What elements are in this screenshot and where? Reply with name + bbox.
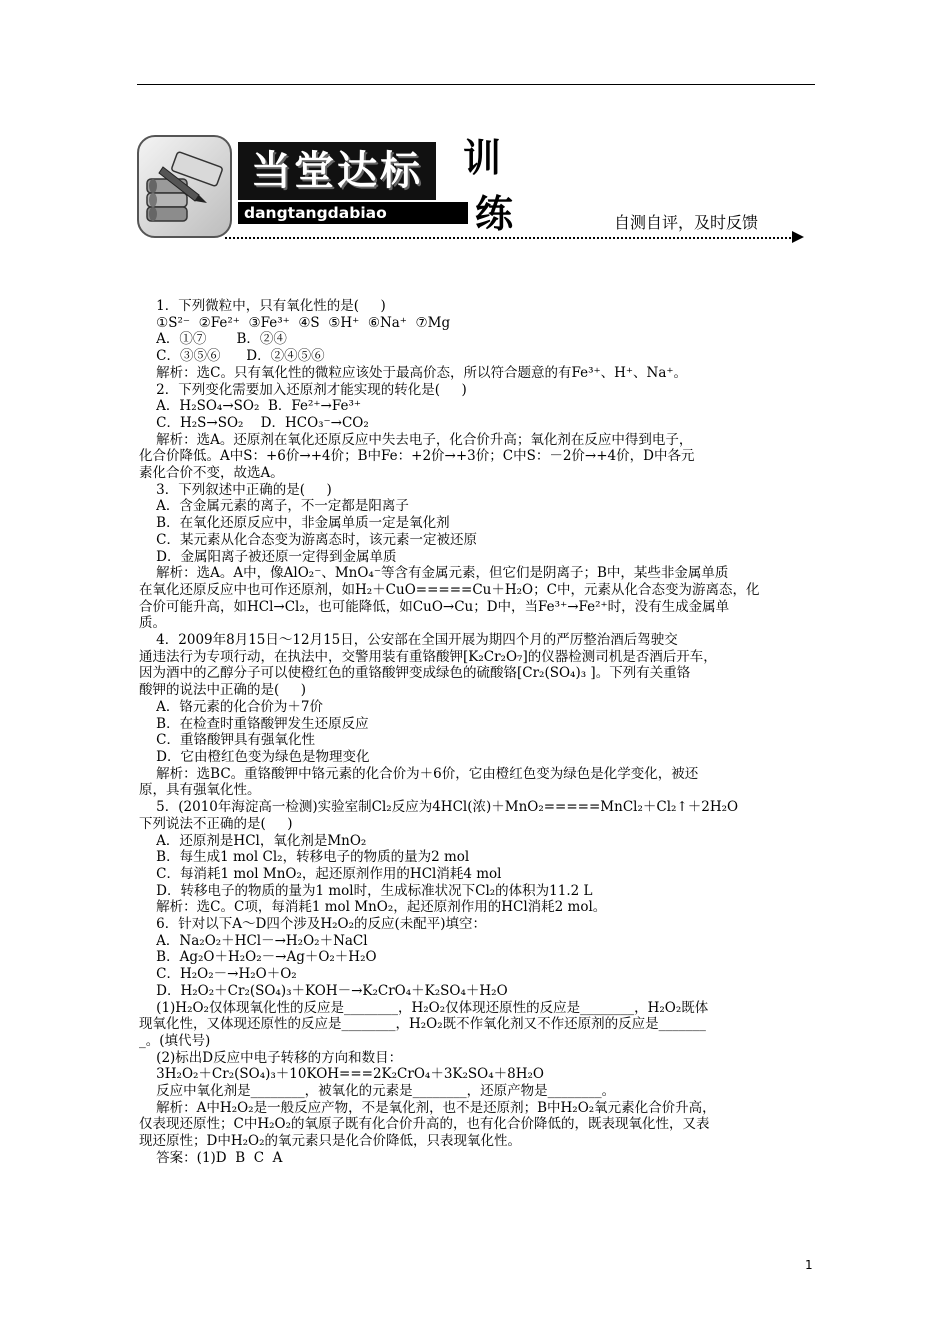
text-line: C．每消耗1 mol MnO₂，起还原剂作用的HCl消耗4 mol (139, 865, 502, 882)
banner-title: 当堂达标 (251, 148, 423, 194)
text-line: 答案：(1)D B C A (139, 1149, 283, 1166)
top-rule (137, 84, 815, 85)
text-line: 1．下列微粒中，只有氧化性的是( ) (139, 298, 386, 314)
text-line: 解析：选A。还原剂在氧化还原反应中失去电子，化合价升高；氧化剂在反应中得到电子， (139, 431, 693, 448)
text-line: D．它由橙红色变为绿色是物理变化 (139, 748, 370, 765)
text-line: 仅表现还原性；C中H₂O₂的氧原子既有化合价升高的，也有化合价降低的，既表现氧化性，又表 (139, 1116, 710, 1133)
text-line: A．H₂SO₄→SO₂ B．Fe²⁺→Fe³⁺ (139, 398, 361, 415)
text-line: 在氧化还原反应中也可作还原剂，如H₂＋CuO=====Cu＋H₂O；C中，元素从化合态变为游离态，化 (139, 581, 760, 598)
page-number: 1 (805, 1258, 813, 1272)
text-line: 6．针对以下A～D四个涉及H₂O₂的反应(未配平)填空： (139, 916, 487, 933)
text-line: 解析：选BC。重铬酸钾中铬元素的化合价为＋6价，它由橙红色变为绿色是化学变化，被还 (139, 765, 699, 782)
slogan-dotted-line (225, 237, 795, 239)
text-line: (1)H₂O₂仅体现氧化性的反应是________，H₂O₂仅体现还原性的反应是________，H₂O₂既体 (139, 999, 709, 1016)
text-line: 解析：A中H₂O₂是一般反应产物，不是氧化剂，也不是还原剂；B中H₂O₂氧元素化合价升高， (139, 1099, 716, 1116)
text-line: C．某元素从化合态变为游离态时，该元素一定被还原 (139, 531, 478, 548)
text-line: 通违法行为专项行动，在执法中，交警用装有重铬酸钾[K₂Cr₂O₇]的仪器检测司机是否酒后开车， (139, 648, 717, 665)
text-line: D．H₂O₂＋Cr₂(SO₄)₃＋KOH－→K₂CrO₄＋K₂SO₄＋H₂O (139, 982, 508, 999)
text-line: A．Na₂O₂＋HCl－→H₂O₂＋NaCl (139, 932, 368, 949)
text-line: C．H₂S→SO₂ D．HCO₃⁻→CO₂ (139, 414, 369, 431)
text-line: B．每生成1 mol Cl₂，转移电子的物质的量为2 mol (139, 849, 470, 866)
text-line: D．转移电子的物质的量为1 mol时，生成标准状况下Cl₂的体积为11.2 L (139, 882, 593, 899)
text-line: 反应中氧化剂是________，被氧化的元素是________，还原产物是________。 (139, 1083, 616, 1100)
text-line: 解析：选C。只有氧化性的微粒应该处于最高价态，所以符合题意的有Fe³⁺、H⁺、Na⁺。 (139, 364, 688, 381)
text-line: A．含金属元素的离子，不一定都是阳离子 (139, 498, 409, 515)
text-line: 化合价降低。A中S：+6价→+4价；B中Fe：+2价→+3价；C中S：－2价→+4价，D中各元 (139, 448, 695, 465)
text-line: 解析：选A。A中，像AlO₂⁻、MnO₄⁻等含有金属元素，但它们是阴离子；B中，某些非金属单质 (139, 565, 729, 582)
text-line: C．③⑤⑥ D．②④⑤⑥ (139, 348, 325, 365)
text-line: 3H₂O₂＋Cr₂(SO₄)₃＋10KOH===2K₂CrO₄＋3K₂SO₄＋8H₂O (139, 1066, 544, 1083)
text-line: C．重铬酸钾具有强氧化性 (139, 732, 316, 749)
logo-tile (137, 135, 232, 238)
banner-char-lian: 练 (475, 192, 514, 236)
text-line: 现还原性；D中H₂O₂的氧元素只是化合价降低，只表现氧化性。 (139, 1133, 521, 1150)
text-line: 合价可能升高，如HCl→Cl₂，也可能降低，如CuO→Cu；D中，当Fe³⁺→Fe²⁺时，没有生成金属单 (139, 598, 730, 615)
text-line: 4．2009年8月15日～12月15日，公安部在全国开展为期四个月的严厉整治酒后驾驶交 (139, 632, 678, 649)
text-line: 2．下列变化需要加入还原剂才能实现的转化是( ) (139, 381, 467, 398)
text-line: A．①⑦ B．②④ (139, 331, 287, 348)
text-line: 5．(2010年海淀高一检测)实验室制Cl₂反应为4HCl(浓)＋MnO₂=====MnCl₂＋Cl₂↑＋2H₂O (139, 799, 739, 816)
text-line: D．金属阳离子被还原一定得到金属单质 (139, 548, 397, 565)
arrow-right-icon (792, 231, 804, 243)
text-line: 素化合价不变，故选A。 (139, 465, 284, 482)
text-line: 原，具有强氧化性。 (139, 782, 261, 799)
text-line: _。(填代号) (139, 1032, 211, 1049)
text-line: B．在检查时重铬酸钾发生还原反应 (139, 715, 369, 732)
text-line: A．还原剂是HCl，氧化剂是MnO₂ (139, 832, 367, 849)
text-line: B．在氧化还原反应中，非金属单质一定是氧化剂 (139, 515, 450, 532)
banner-slogan: 自测自评，及时反馈 (614, 213, 759, 232)
exercise-body (139, 298, 815, 1167)
banner-title-block (238, 142, 436, 200)
section-banner (137, 130, 815, 245)
text-line: 质。 (139, 615, 166, 632)
banner-char-xun: 训 (463, 136, 502, 180)
text-line: 3．下列叙述中正确的是( ) (139, 481, 332, 498)
text-line: 解析：选C。C项，每消耗1 mol MnO₂，起还原剂作用的HCl消耗2 mol。 (139, 899, 607, 916)
banner-pinyin-block (238, 202, 468, 224)
pencil-stack-icon (139, 137, 232, 238)
text-line: ①S²⁻ ②Fe²⁺ ③Fe³⁺ ④S ⑤H⁺ ⑥Na⁺ ⑦Mg (139, 314, 451, 331)
text-line: (2)标出D反应中电子转移的方向和数目： (139, 1049, 403, 1066)
text-line: A．铬元素的化合价为＋7价 (139, 698, 324, 715)
text-line: 现氧化性，又体现还原性的反应是________，H₂O₂既不作氧化剂又不作还原剂的反应是_______ (139, 1016, 706, 1033)
text-line: 酸钾的说法中正确的是( ) (139, 682, 306, 699)
text-line: 因为酒中的乙醇分子可以使橙红色的重铬酸钾变成绿色的硫酸铬[Cr₂(SO₄)₃ ]。下列有关重铬 (139, 665, 691, 682)
text-line: C．H₂O₂－→H₂O＋O₂ (139, 966, 297, 983)
banner-pinyin: dangtangdabiao (244, 204, 387, 222)
text-line: 下列说法不正确的是( ) (139, 815, 293, 832)
text-line: B．Ag₂O＋H₂O₂－→Ag＋O₂＋H₂O (139, 949, 377, 966)
